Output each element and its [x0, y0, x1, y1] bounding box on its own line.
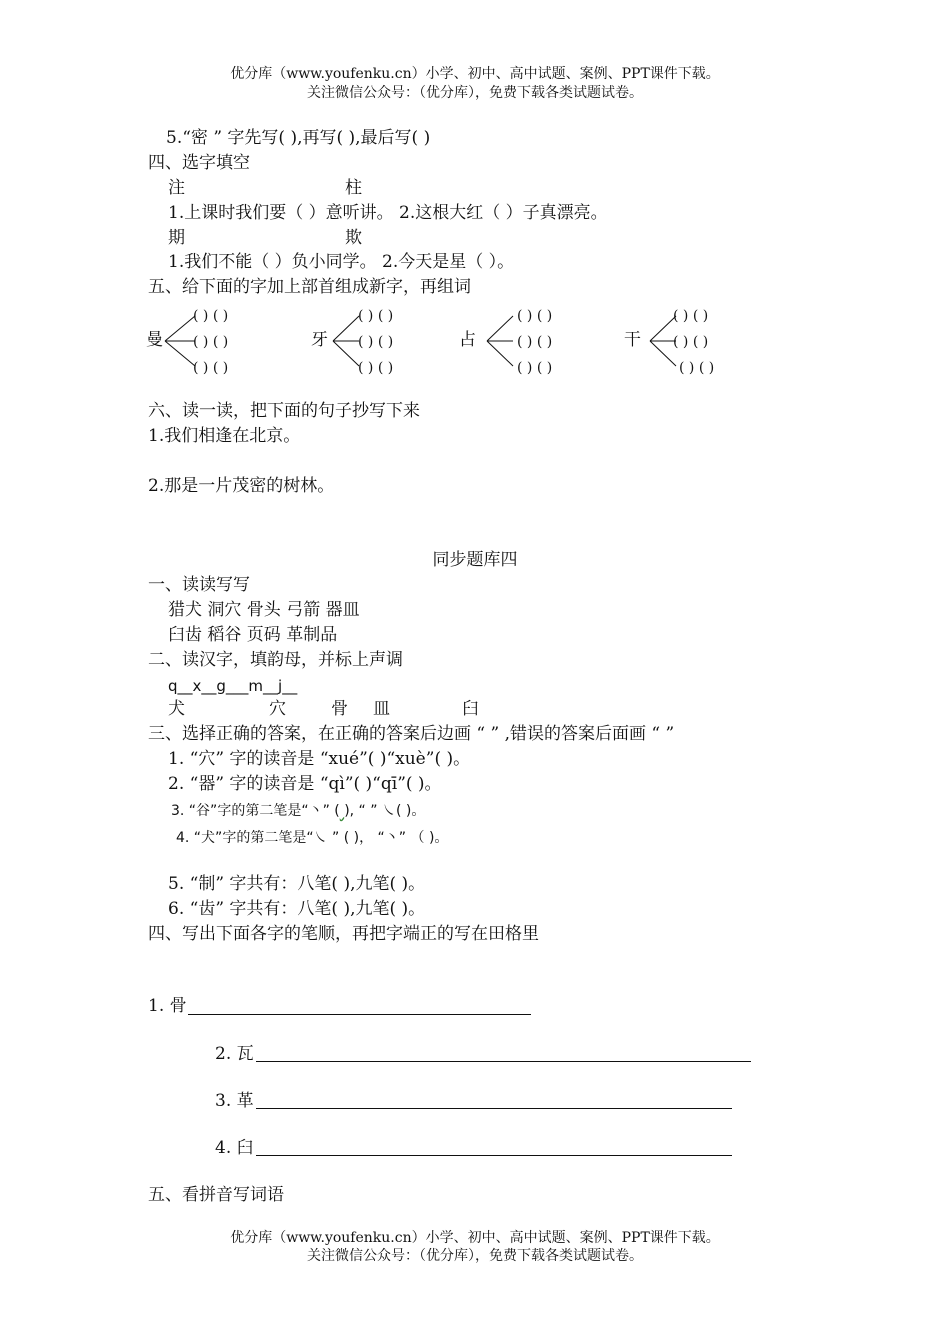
blank-pair[interactable]: ( ) ( )	[193, 360, 229, 376]
choice-char-qi-b: 欺	[345, 228, 362, 248]
part2-section-4-title: 四、写出下面各字的笔顺，再把字端正的写在田格里	[148, 924, 539, 944]
blank-pair[interactable]: ( ) ( )	[673, 308, 709, 324]
blank-pair[interactable]: ( ) ( )	[673, 334, 709, 350]
pinyin-char-quan: 犬	[168, 699, 185, 719]
choice-question-6: 6. “齿” 字共有：八笔( ),九笔( )。	[168, 899, 426, 919]
choice-question-1: 1. “穴” 字的读音是 “xué”( )“xuè”( )。	[168, 749, 471, 769]
footer-line-2: 关注微信公众号：（优分库），免费下载各类试题试卷。	[307, 1248, 643, 1264]
page-title: 同步题库四	[432, 550, 518, 570]
q3-prefix: 3. “谷”字的第二笔是“丶” (	[171, 803, 340, 819]
copy-sentence-2: 2.那是一片茂密的树林。	[148, 476, 335, 496]
stroke-item-2-line[interactable]	[256, 1061, 751, 1062]
blank-pair[interactable]: ( ) ( )	[679, 360, 715, 376]
radical-char: 曼	[146, 330, 163, 350]
blank-pair[interactable]: ( ) ( )	[358, 334, 394, 350]
choice-char-qi-a: 期	[168, 228, 185, 248]
fill-question-pair-1: 1.上课时我们要（ ）意听讲。 2.这根大红（ ）子真漂亮。	[168, 203, 608, 223]
pinyin-char-jiu: 臼	[462, 699, 479, 719]
blank-pair[interactable]: ( ) ( )	[358, 308, 394, 324]
q3-suffix: ), “ ” ㇏( )。	[344, 803, 426, 819]
stroke-item-2-label: 2. 瓦	[215, 1044, 254, 1064]
footer-line-1: 优分库（www.youfenku.cn）小学、初中、高中试题、案例、PPT课件下载。	[230, 1230, 720, 1246]
words-row-1: 猎犬 洞穴 骨头 弓箭 器皿	[168, 600, 360, 620]
pinyin-char-min: 皿	[373, 699, 390, 719]
fill-question-pair-2: 1.我们不能（ ）负小同学。 2.今天是星（ ）。	[168, 252, 515, 272]
header-line-2: 关注微信公众号：（优分库），免费下载各类试题试卷。	[307, 85, 643, 101]
stroke-order-question-5: 5.“密 ” 字先写( ),再写( ),最后写( )	[166, 128, 431, 148]
stroke-item-3-label: 3. 革	[215, 1091, 254, 1111]
choice-char-zhu-a: 注	[168, 178, 185, 198]
radical-char: 牙	[311, 330, 328, 350]
blank-pair[interactable]: ( ) ( )	[517, 360, 553, 376]
radical-char: 占	[459, 330, 476, 350]
blank-pair[interactable]: ( ) ( )	[193, 334, 229, 350]
choice-question-4: 4. “犬”字的第二笔是“㇏ ” ( )， “丶” （ )。	[176, 830, 449, 846]
choice-char-zhu-b: 柱	[345, 178, 362, 198]
part2-section-5-title: 五、看拼音写词语	[148, 1185, 284, 1205]
choice-question-2: 2. “器” 字的读音是 “qì”( )“qī”( )。	[168, 774, 442, 794]
stroke-item-4-label: 4. 臼	[215, 1138, 254, 1158]
part2-section-3-title: 三、选择正确的答案，在正确的答案后边画 “ ” ,错误的答案后面画 “ ”	[148, 724, 675, 744]
stroke-item-1-line[interactable]	[188, 1014, 531, 1015]
words-row-2: 臼齿 稻谷 页码 革制品	[168, 625, 338, 645]
pinyin-blanks-row[interactable]: q__x__g___m__j__	[168, 677, 298, 695]
pinyin-char-gu: 骨	[331, 699, 348, 719]
choice-question-3	[171, 800, 425, 822]
radical-char: 干	[624, 330, 641, 350]
stroke-item-4-line[interactable]	[256, 1155, 732, 1156]
section-6-title: 六、读一读，把下面的句子抄写下来	[148, 401, 420, 421]
stroke-item-3-line[interactable]	[256, 1108, 732, 1109]
stroke-item-1-label: 1. 骨	[148, 996, 187, 1016]
branch-lines	[485, 310, 521, 372]
header-line-1: 优分库（www.youfenku.cn）小学、初中、高中试题、案例、PPT课件下载。	[230, 66, 720, 82]
copy-sentence-1: 1.我们相逢在北京。	[148, 426, 301, 446]
blank-pair[interactable]: ( ) ( )	[517, 308, 553, 324]
section-5-title: 五、给下面的字加上部首组成新字，再组词	[148, 277, 471, 297]
blank-pair[interactable]: ( ) ( )	[358, 360, 394, 376]
choice-question-5: 5. “制” 字共有：八笔( ),九笔( )。	[168, 874, 426, 894]
blank-pair[interactable]: ( ) ( )	[193, 308, 229, 324]
part2-section-2-title: 二、读汉字，填韵母，并标上声调	[148, 650, 403, 670]
section-4-title: 四、选字填空	[148, 153, 250, 173]
part2-section-1-title: 一、读读写写	[148, 575, 250, 595]
pinyin-char-xue: 穴	[269, 699, 286, 719]
blank-pair[interactable]: ( ) ( )	[517, 334, 553, 350]
